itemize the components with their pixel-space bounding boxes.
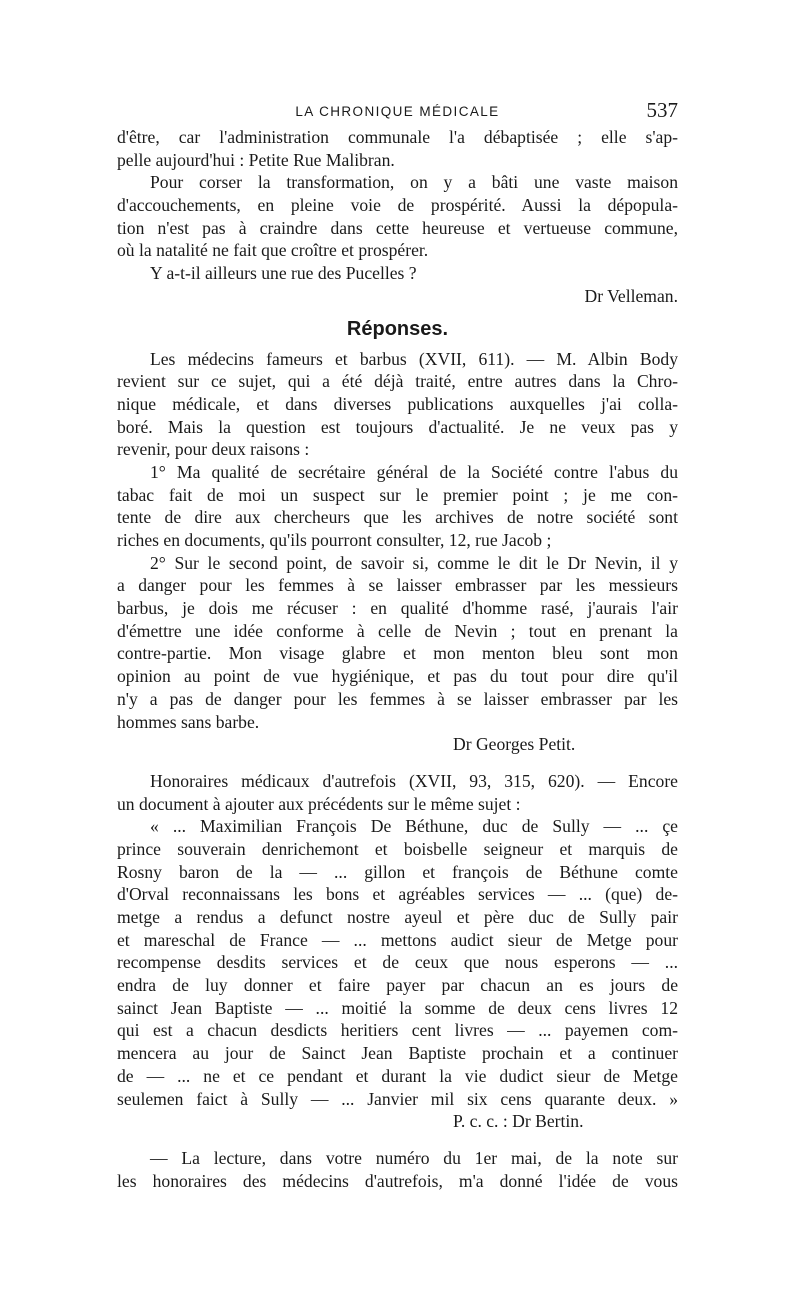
text-line: Y a-t-il ailleurs une rue des Pucelles ? <box>150 263 417 284</box>
text-line: — La lecture, dans votre numéro du 1er mai, de la note sur <box>150 1147 678 1168</box>
text-line: endra de luy donner et faire payer par chacun an es jours de <box>117 975 678 996</box>
text-line: d'accouchements, en pleine voie de prospérité. Aussi la dépopula- <box>117 195 678 216</box>
text-line: et mareschal de France — ... mettons audict sieur de Metge pour <box>117 929 678 950</box>
text-line: recompense desdits services et de ceux que nous esperons — ... <box>117 952 678 973</box>
text-line: Rosny baron de la — ... gillon et françois de Béthune comte <box>117 861 678 882</box>
page-number: 537 <box>646 98 678 122</box>
text-line: revenir, pour deux raisons : <box>117 439 310 460</box>
text-line: riches en documents, qu'ils pourront consulter, 12, rue Jacob ; <box>117 530 552 550</box>
text-line: d'être, car l'administration communale l'a débaptisée ; elle s'ap- <box>117 127 678 147</box>
text-line: revient sur ce sujet, qui a été déjà traité, entre autres dans la Chro- <box>117 371 678 392</box>
text-line: tabac fait de moi un suspect sur le premier point ; je me con- <box>117 484 678 505</box>
text-line: d'Orval reconnaissans les bons et agréables services — ... (que) de- <box>117 884 678 905</box>
text-line: tente de dire aux chercheurs que les archives de notre société sont <box>117 507 678 528</box>
text-line: nique médicale, et dans diverses publications auxquelles j'ai colla- <box>117 393 678 414</box>
text-line: de — ... ne et ce pendant et durant la vie dudict sieur de Metge <box>117 1065 678 1086</box>
text-line: où la natalité ne fait que croître et prospérer. <box>117 240 429 261</box>
text-line: 1° Ma qualité de secrétaire général de la Société contre l'abus du <box>150 461 678 482</box>
text-line: les honoraires des médecins d'autrefois, m'a donné l'idée de vous <box>117 1170 678 1191</box>
signature: Dr Georges Petit. <box>453 734 576 755</box>
text-line: prince souverain denrichemont et boisbelle seigneur et marquis de <box>117 838 678 859</box>
signature: Dr Velleman. <box>584 285 678 306</box>
text-line: mencera au jour de Sainct Jean Baptiste prochain et a continuer <box>117 1043 678 1064</box>
text-line: « ... Maximilian François De Béthune, duc de Sully — ... çe <box>150 816 678 837</box>
text-line: contre-partie. Mon visage glabre et mon menton bleu sont mon <box>117 643 678 664</box>
text-line: qui est a chacun desdicts heritiers cent livres — ... payemen com- <box>117 1020 678 1041</box>
text-line: Pour corser la transformation, on y a bâti une vaste maison <box>150 172 678 193</box>
paragraph-gap <box>117 756 678 770</box>
body-text <box>117 126 678 1192</box>
text-line: Honoraires médicaux d'autrefois (XVII, 93, 315, 620). — Encore <box>150 770 678 791</box>
text-line: Les médecins fameurs et barbus (XVII, 611). — M. Albin Body <box>150 348 678 369</box>
text-line: opinion au point de vue hygiénique, et pas du tout pour dire qu'il <box>117 666 678 687</box>
text-line: hommes sans barbe. <box>117 711 260 732</box>
text-line: metge a rendus a defunct nostre ayeul et père duc de Sully pair <box>117 907 678 927</box>
text-line: boré. Mais la question est toujours d'actualité. Je ne veux pas y <box>117 416 678 437</box>
text-line: 2° Sur le second point, de savoir si, comme le dit le Dr Nevin, il y <box>150 552 678 573</box>
text-line: tion n'est pas à craindre dans cette heureuse et vertueuse commune, <box>117 217 678 238</box>
paragraph-gap <box>117 1133 678 1147</box>
text-line: pelle aujourd'hui : Petite Rue Malibran. <box>117 149 395 170</box>
text-line: n'y a pas de danger pour les femmes à se laisser embrasser par les <box>117 688 678 709</box>
text-line: barbus, je dois me récuser : en qualité d'homme rasé, j'aurais l'air <box>117 598 678 619</box>
text-line: d'émettre une idée conforme à celle de Nevin ; tout en prenant la <box>117 620 678 641</box>
page-header <box>117 98 678 128</box>
text-line: sainct Jean Baptiste — ... moitié la somme de deux cens livres 12 <box>117 997 678 1018</box>
text-line: un document à ajouter aux précédents sur le même sujet : <box>117 793 521 814</box>
text-line: seulemen faict à Sully — ... Janvier mil six cens quarante deux. » <box>117 1088 678 1109</box>
text-line: a danger pour les femmes à se laisser embrasser par les messieurs <box>117 575 678 596</box>
section-heading: Réponses. <box>346 317 449 340</box>
running-title: LA CHRONIQUE MÉDICALE <box>295 104 500 119</box>
signature: P. c. c. : Dr Bertin. <box>453 1111 584 1132</box>
